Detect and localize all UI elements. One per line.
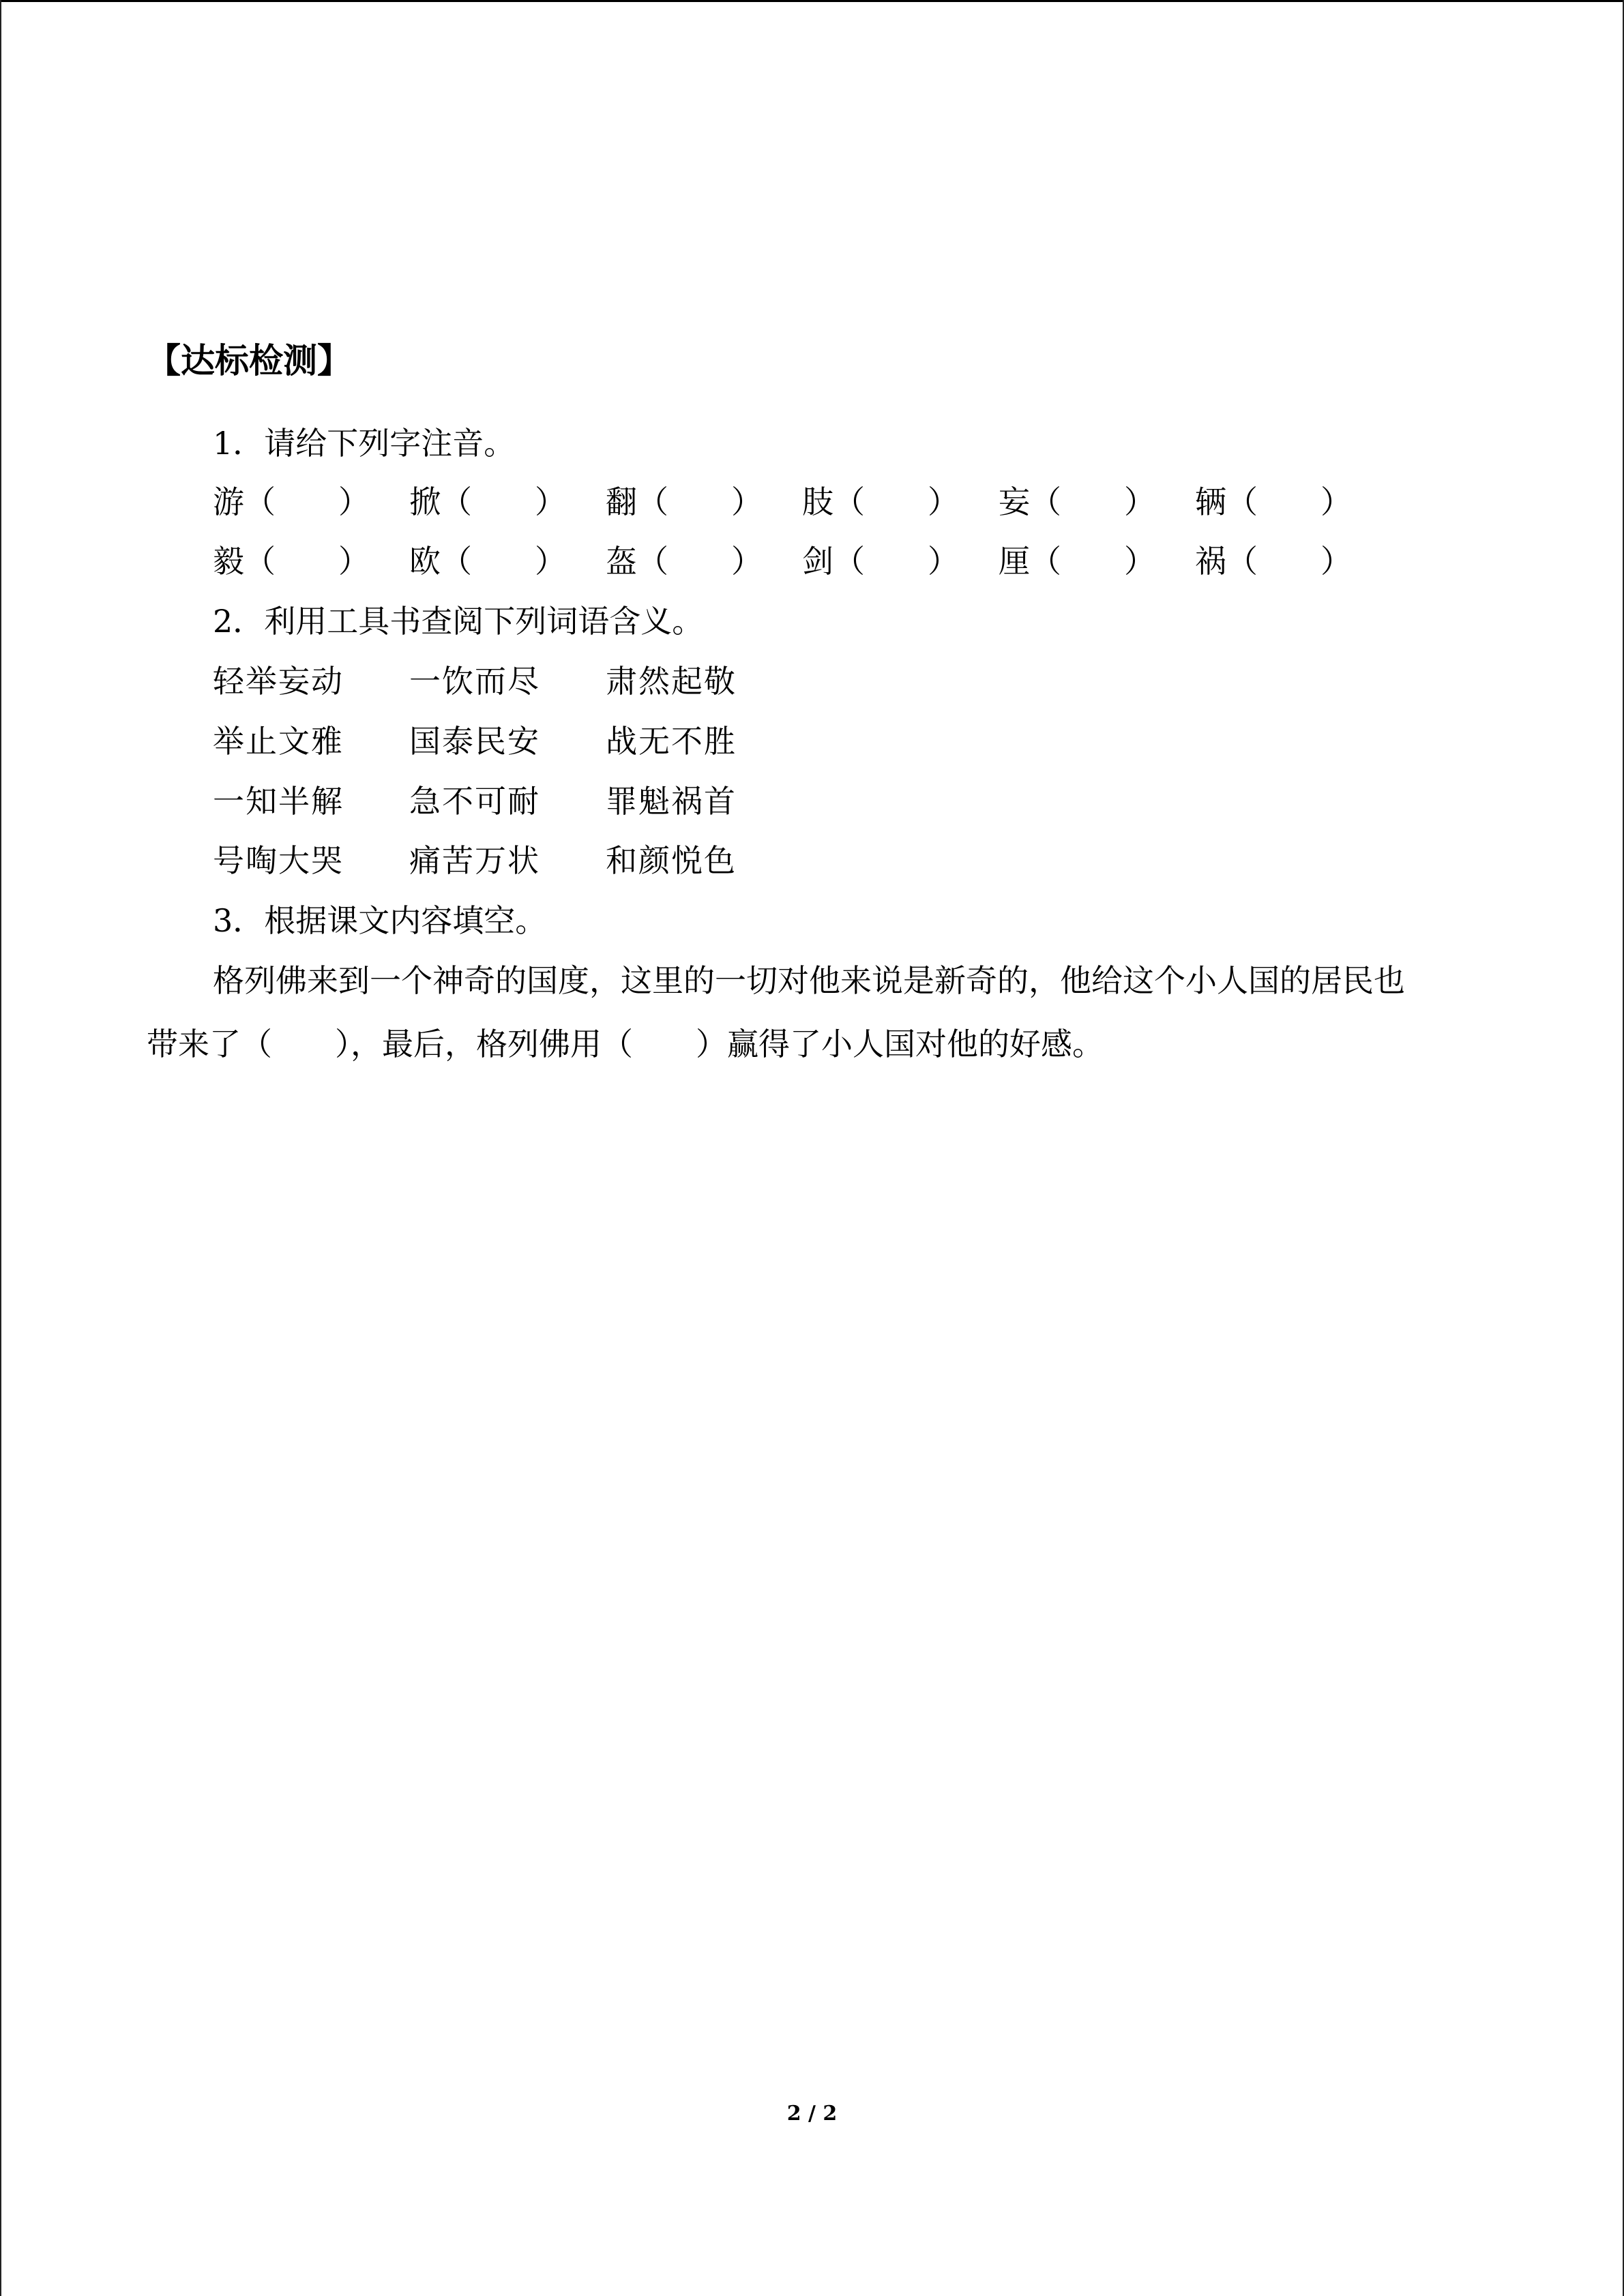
- pinyin-item: 游（ ）: [213, 483, 370, 520]
- pinyin-item: 剑（ ）: [802, 543, 959, 580]
- idiom-item: 一知半解: [213, 783, 344, 820]
- idiom-item: 一饮而尽: [409, 663, 540, 700]
- pinyin-item: 祸（ ）: [1195, 543, 1352, 580]
- idiom-item: 号啕大哭: [213, 842, 344, 879]
- pinyin-item: 毅（ ）: [213, 543, 370, 580]
- idiom-item: 罪魁祸首: [606, 783, 737, 820]
- pinyin-item: 肢（ ）: [802, 483, 959, 520]
- idiom-item: 国泰民安: [409, 723, 540, 760]
- idiom-item: 战无不胜: [606, 723, 737, 760]
- idiom-item: 轻举妄动: [213, 663, 344, 700]
- idiom-item: 急不可耐: [409, 783, 540, 820]
- section-heading: 【达标检测】: [147, 340, 351, 381]
- pinyin-item: 妄（ ）: [999, 483, 1155, 520]
- idiom-item: 举止文雅: [213, 723, 344, 760]
- question-3-text-line-1: 格列佛来到一个神奇的国度，这里的一切对他来说是新奇的，他给这个小人国的居民也: [213, 962, 1405, 999]
- idiom-item: 痛苦万状: [409, 842, 540, 879]
- pinyin-item: 翻（ ）: [606, 483, 763, 520]
- pinyin-item: 辆（ ）: [1195, 483, 1352, 520]
- pinyin-item: 掀（ ）: [409, 483, 566, 520]
- question-3-prompt: 3．根据课文内容填空。: [213, 902, 547, 939]
- pinyin-item: 厘（ ）: [999, 543, 1155, 580]
- idiom-item: 和颜悦色: [606, 842, 737, 879]
- question-3-text-line-2: 带来了（ ），最后，格列佛用（ ）赢得了小人国对他的好感。: [147, 1026, 1104, 1062]
- question-2-prompt: 2．利用工具书查阅下列词语含义。: [213, 603, 704, 640]
- page-border-left: [0, 0, 1, 2296]
- pinyin-item: 欧（ ）: [409, 543, 566, 580]
- page-number: 2 / 2: [786, 2102, 838, 2126]
- top-rule: [0, 0, 1624, 2]
- question-1-prompt: 1．请给下列字注音。: [213, 425, 516, 462]
- idiom-item: 肃然起敬: [606, 663, 737, 700]
- pinyin-item: 盔（ ）: [606, 543, 763, 580]
